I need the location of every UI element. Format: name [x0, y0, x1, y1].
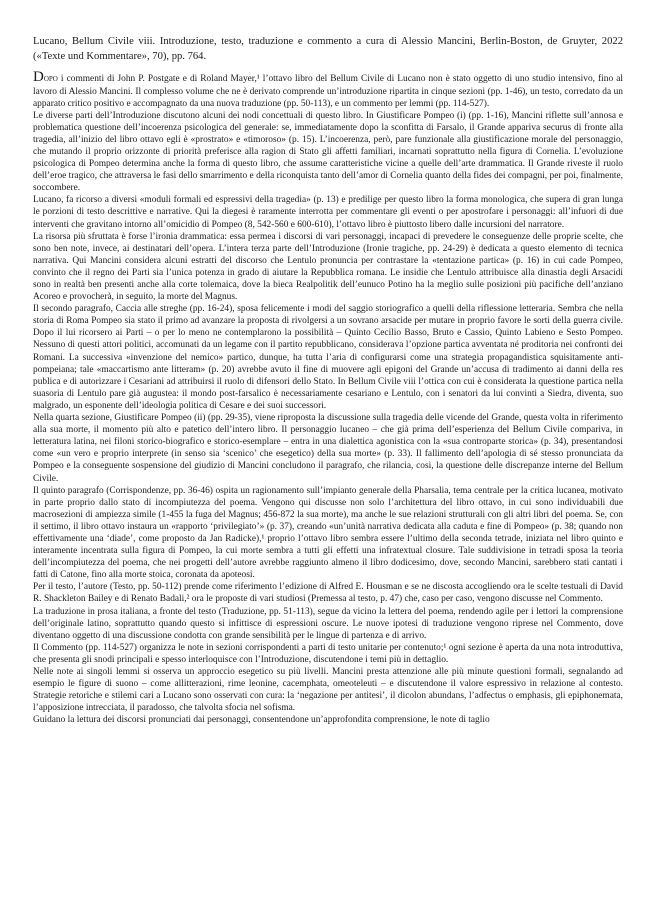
paragraph: Nelle note ai singoli lemmi si osserva un approccio esegetico su più livelli. Mancini presta attenzione alle più minute questioni formali, segnalando ad esempio le figure di suono – come allitterazioni, rime leonine, cacemphata, omeoteleuti – e discutendone il valore espressivo in relazione al contesto. Strategie retoriche e stilemi cari a Lucano sono osservati con cura: la ‘negazione per antitesi’, il dicolon abundans, l’adfectus o emphasis, gli epiphonemata, l’apposizione intrecciata, il paradosso, che talvolta sfocia nel sofisma.: [33, 667, 623, 714]
paragraph: Il Commento (pp. 114-527) organizza le note in sezioni corrispondenti a parti di testo unitarie per contenuto;¹ ogni sezione è aperta da una nota introduttiva, che presenta gli snodi principali e spesso interloquisce con l’Introduzione, discutendone i temi più in dettaglio.: [33, 642, 623, 665]
drop-cap: D: [33, 69, 44, 86]
opening-text: i commenti di John P. Postgate e di Roland Mayer,¹ l’ottavo libro del Bellum Civile di Lucano non è stato oggetto di uno studio intensivo, fino al lavoro di Alessio Mancini. Il complesso volume che ne è derivato comprende un’introduzione ripartita in cinque sezioni (pp. 1-46), un testo, corredato da un apparato critico positivo e accompagnato da una nuova traduzione (pp. 50-113), e un commento per lemmi (pp. 114-527).: [33, 74, 623, 109]
paragraph: Le diverse parti dell’Introduzione discutono alcuni dei nodi concettuali di questo libro. In Giustificare Pompeo (i) (pp. 1-16), Mancini riflette sull’annosa e problematica questione dell’incoerenza psicologica del generale: se, immediatamente dopo la sconfitta di Farsalo, il Grande appariva securus di fronte alla tragedia, all’inizio del libro ottavo egli è «prostrato» e «timoroso» (p. 15). L’incoerenza, però, pare funzionale alla giustificazione morale del personaggio, che mutando il proprio orizzonte di priorità preferisce alla ragion di Stato gli affetti familiari, incarnati soprattutto nella figura di Cornelia. L’evoluzione psicologica di Pompeo determina anche la forma di questo libro, che assume caratteristiche vicine a quelle dell’arte drammatica. Il Grande riveste il ruolo dell’eroe tragico, che attraversa le fasi dello smarrimento e della riconquista tanto dell’amor di Cornelia quanto della fides dei compagni, per poi, finalmente, soccombere.: [33, 110, 623, 194]
opening-smallcaps: opo: [43, 74, 58, 85]
review-header: Lucano, Bellum Civile viii. Introduzione, testo, traduzione e commento a cura di Alessio Mancini, Berlin-Boston, de Gruyter, 2022 («Texte und Kommentare», 70), pp. 764.: [33, 36, 623, 63]
paragraph: Il secondo paragrafo, Caccia alle streghe (pp. 16-24), sposa felicemente i modi del saggio storiografico a quelli della riflessione letteraria. Sembra che nella storia di Roma Pompeo sia stato il primo ad avanzare la proposta di rivolgersi a un sovrano arsacide per mutare in proprio favore le sorti della guerra civile. Dopo il lui ricorsero ai Parti – o per lo meno ne contemplarono la possibilità – Quinto Cecilio Basso, Bruto e Cassio, Quinto Labieno e Sesto Pompeo. Nessuno di questi attori politici, accomunati da un legame con il partito repubblicano, considerava l’opzione partica avventata né proditoria nei confronti dei Romani. La successiva «invenzione del nemico» partico, dunque, ha tutta l’aria di configurarsi come una strategia propagandistica squisitamente anti-pompeiana; tale «maccartismo ante litteram» (p. 20) avrebbe avuto il fine di muovere agli epigoni del Grande un’accusa di tradimento ai danni della res publica e di autorizzare i Cesariani ad attribuirsi il ruolo di difensori dello Stato. In Bellum Civile viii l’ottica con cui è considerata la questione partica nella suasoria di Lentulo pare già augustea: il mondo post-farsalico è necessariamente cesariano e Lentulo, con i senatori da lui convinti a Siedra, diventa, suo malgrado, un esponente dell’ideologia politica di Cesare e dei suoi successori.: [33, 304, 623, 411]
paragraph: Guidano la lettura dei discorsi pronunciati dai personaggi, consentendone un’approfondita comprensione, le note di taglio: [33, 715, 490, 726]
paragraph: Il quinto paragrafo (Corrispondenze, pp. 36-46) ospita un ragionamento sull’impianto generale della Pharsalia, tema centrale per la critica lucanea, motivato in parte proprio dallo stato di incompiutezza del poema. Vengono qui discusse non solo l’architettura del libro ottavo, in cui sono individuabili due macrosezioni di ampiezza simile (1-455 la fuga del Magnus; 456-872 la sua morte), ma anche le sue relazioni strutturali con gli altri libri del poema. Se, con il settimo, il libro ottavo instaura un «rapporto ‘privilegiato’» (p. 37), creando «un’unità narrativa dedicata alla caduta e fine di Pompeo» (p. 38; quando non effettivamente una ‘diade’, come proposto da Jan Radicke),¹ proprio l’ottavo libro sembra essere l’ultimo della seconda tetrade, iniziata nel libro quinto e interamente incentrata sulla figura di Pompeo, la cui morte sembra a tutti gli effetti una infratextual closure. Tale suddivisione in tetradi sposa la teoria dell’incompiutezza del poema, che nei progetti dell’autore avrebbe raggiunto almeno il libro dodicesimo, dove, secondo Mancini, sarebbero stati cantati i fatti di Catone, fino alla morte stoica, coronata da apoteosi.: [33, 485, 623, 581]
paragraph: Nella quarta sezione, Giustificare Pompeo (ii) (pp. 29-35), viene riproposta la discussione sulla tragedia delle vicende del Grande, questa volta in riferimento alla sua morte, il momento più alto e patetico dell’intero libro. Il personaggio lucaneo – che già prima dell’esperienza del Bellum Civile compariva, in letteratura latina, nei filoni storico-biografico e storico-esemplare – entra in una dialettica agonistica con la «sua controparte storica» (p. 34), presentandosi come «un vero e proprio interprete (in senso sia ‘scenico’ che esegetico) della sua morte» (p. 33). Il fallimento dell’apologia di sé stesso pronunciata da Pompeo e la conseguente sospensione del giudizio di Mancini concludono il paragrafo, che rilancia, così, la questione delle discrepanze interne del Bellum Civile.: [33, 413, 623, 484]
paragraph: La traduzione in prosa italiana, a fronte del testo (Traduzione, pp. 51-113), segue da vicino la lettera del poema, rendendo agile per i lettori la comprensione dell’originale latino, soprattutto quando questo si infittisce di espressioni oscure. Le nuove ipotesi di traduzione vengono riprese nel Commento, dove diventano oggetto di una discussione condotta con grande sensibilità per le lingue di partenza e di arrivo.: [33, 606, 623, 641]
opening-paragraph: [33, 69, 623, 109]
paragraph: La risorsa più sfruttata è forse l’ironia drammatica: essa permea i discorsi di vari personaggi, incapaci di prevedere le conseguenze delle proprie scelte, che sono ben note, invece, ai destinatari dell’opera. L’intera terza parte dell’Introduzione (Ironie tragiche, pp. 24-29) è dedicata a questo elemento di tecnica narrativa. Qui Mancini considera alcuni estratti del discorso che Lentulo pronuncia per contrastare la «tentazione partica» (p. 16) in cui cade Pompeo, convinto che il regno dei Parti sia l’unica potenza in grado di aiutare la Repubblica romana. Le insidie che Lentulo attribuisce alla dinastia degli Arsacidi sono in realtà ben presenti anche alla corte tolemaica, dove la bieca Realpolitik dell’eunuco Potino ha la meglio sulle posizioni più pacifiche dell’anziano Acoreo e provocherà, in seguito, la morte del Magnus.: [33, 231, 623, 303]
paragraph: Lucano, fa ricorso a diversi «moduli formali ed espressivi della tragedia» (p. 13) e predilige per questo libro la forma monologica, che supera di gran lunga le porzioni di testo descrittive e narrative. Qui la diegesi è raramente interrotta per commentare gli eventi o per apostrofare i personaggi: all’infuori di due interventi che gravitano intorno all’omicidio di Pompeo (8, 542-560 e 600-610), l’ottavo libro è piuttosto libero dalle incursioni del narratore.: [33, 195, 623, 230]
paragraph: Per il testo, l’autore (Testo, pp. 50-112) prende come riferimento l’edizione di Alfred E. Housman e se ne discosta accogliendo ora le scelte testuali di David R. Shackleton Bailey e di Renato Badali,² ora le proposte di vari studiosi (Premessa al testo, p. 47) che, caso per caso, vengono discusse nel Commento.: [33, 582, 623, 605]
